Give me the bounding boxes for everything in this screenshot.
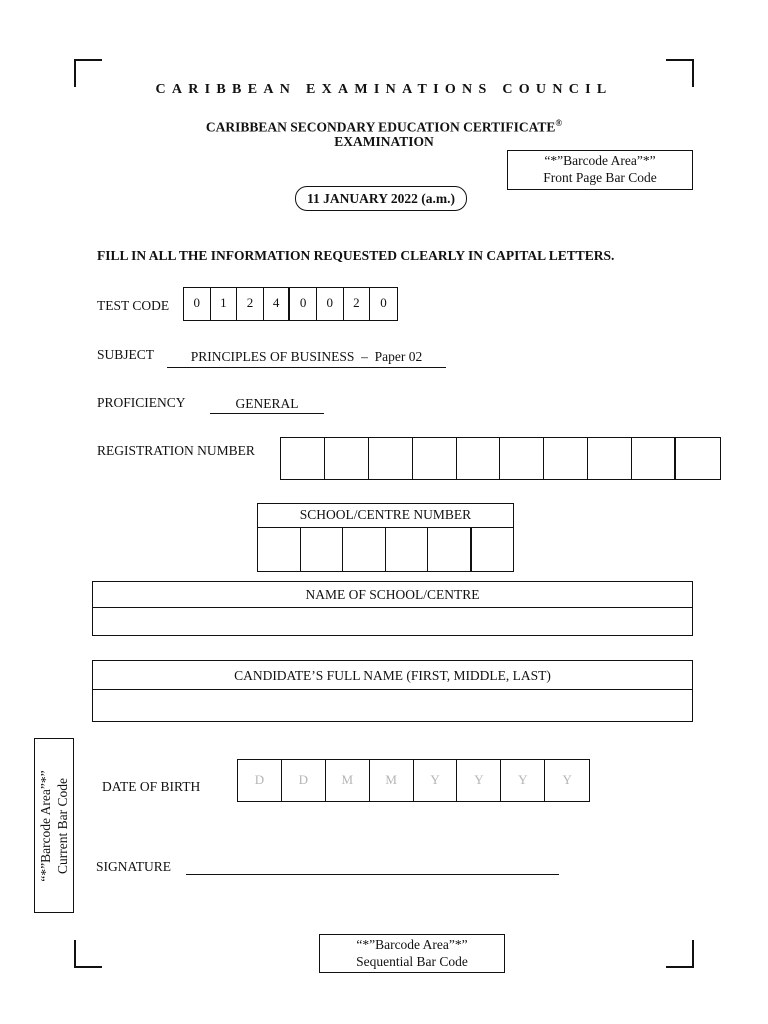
test-code-digit: 2: [344, 288, 371, 320]
dob-year-input[interactable]: Y: [562, 772, 572, 787]
subject-value: PRINCIPLES OF BUSINESS – Paper 02: [167, 349, 446, 368]
school-number-digit-input[interactable]: [472, 528, 514, 572]
instruction-text: FILL IN ALL THE INFORMATION REQUESTED CLEARLY IN CAPITAL LETTERS.: [97, 248, 615, 263]
school-centre-number-box: [257, 503, 514, 572]
test-code-digit: 2: [237, 288, 264, 320]
signature-line[interactable]: [186, 874, 559, 875]
front-barcode-line1: “*”Barcode Area”*”: [544, 153, 656, 168]
registration-digit-input[interactable]: [281, 438, 325, 479]
test-code-digit: 0: [380, 295, 387, 310]
registration-number-grid: [280, 437, 721, 480]
registration-number-label: REGISTRATION NUMBER: [97, 443, 255, 458]
school-name-input[interactable]: [93, 608, 692, 635]
dob-year-input[interactable]: Y: [414, 760, 458, 801]
test-code-label: TEST CODE: [97, 298, 170, 313]
school-number-digit-input[interactable]: [343, 528, 386, 572]
school-number-digit-input[interactable]: [428, 528, 472, 572]
exam-date-badge: 11 JANUARY 2022 (a.m.): [295, 186, 467, 211]
registration-digit-input[interactable]: [676, 438, 720, 479]
crop-mark-bottom-right: [666, 940, 694, 968]
current-barcode-area: [34, 738, 74, 913]
date-of-birth-label: DATE OF BIRTH: [102, 779, 201, 794]
school-centre-number-label: SCHOOL/CENTRE NUMBER: [258, 504, 513, 528]
test-code-grid: [183, 287, 398, 321]
signature-label: SIGNATURE: [96, 859, 172, 874]
candidate-name-label: CANDIDATE’S FULL NAME (FIRST, MIDDLE, LAST): [93, 661, 692, 690]
school-name-box: [92, 581, 693, 636]
proficiency-label: PROFICIENCY: [97, 395, 186, 410]
dob-year-input[interactable]: Y: [501, 760, 545, 801]
front-barcode-line2: Front Page Bar Code: [543, 170, 657, 185]
current-barcode-line1: “*”Barcode Area”*”: [38, 769, 53, 882]
candidate-name-box: [92, 660, 693, 722]
school-number-digit-input[interactable]: [301, 528, 344, 572]
school-number-digit-input[interactable]: [386, 528, 429, 572]
date-of-birth-grid: [237, 759, 590, 802]
certificate-title: [0, 118, 768, 136]
test-code-digit: 4: [264, 288, 291, 320]
subject-label: SUBJECT: [97, 347, 155, 362]
test-code-digit: 0: [184, 288, 211, 320]
dob-day-input[interactable]: D: [282, 760, 326, 801]
examination-title: EXAMINATION: [334, 134, 434, 149]
registration-digit-input[interactable]: [457, 438, 501, 479]
sequential-barcode-line1: “*”Barcode Area”*”: [356, 937, 468, 952]
test-code-digit: 1: [211, 288, 238, 320]
test-code-digit: 0: [290, 288, 317, 320]
school-name-label: NAME OF SCHOOL/CENTRE: [93, 582, 692, 608]
registration-digit-input[interactable]: [588, 438, 632, 479]
registration-digit-input[interactable]: [325, 438, 369, 479]
school-centre-number-grid: [258, 528, 513, 572]
crop-mark-bottom-left: [74, 940, 102, 968]
sequential-barcode-area: [319, 934, 505, 973]
school-number-digit-input[interactable]: [258, 528, 301, 572]
registration-digit-input[interactable]: [369, 438, 413, 479]
dob-year-input[interactable]: Y: [457, 760, 501, 801]
council-title: CARIBBEAN EXAMINATIONS COUNCIL: [155, 82, 613, 97]
registration-digit-input[interactable]: [500, 438, 544, 479]
test-code-digit: 0: [317, 288, 344, 320]
proficiency-value: GENERAL: [210, 396, 324, 414]
candidate-name-input[interactable]: [93, 690, 692, 720]
dob-day-input[interactable]: D: [238, 760, 282, 801]
certificate-title-text: CARIBBEAN SECONDARY EDUCATION CERTIFICATE: [205, 119, 556, 135]
registration-digit-input[interactable]: [632, 438, 676, 479]
registered-mark: ®: [555, 118, 563, 128]
registration-digit-input[interactable]: [413, 438, 457, 479]
dob-month-input[interactable]: M: [326, 760, 370, 801]
front-barcode-area: [507, 150, 693, 190]
sequential-barcode-line2: Sequential Bar Code: [356, 954, 468, 969]
current-barcode-text: [37, 738, 71, 913]
current-barcode-line2: Current Bar Code: [55, 777, 70, 874]
dob-month-input[interactable]: M: [370, 760, 414, 801]
registration-digit-input[interactable]: [544, 438, 588, 479]
